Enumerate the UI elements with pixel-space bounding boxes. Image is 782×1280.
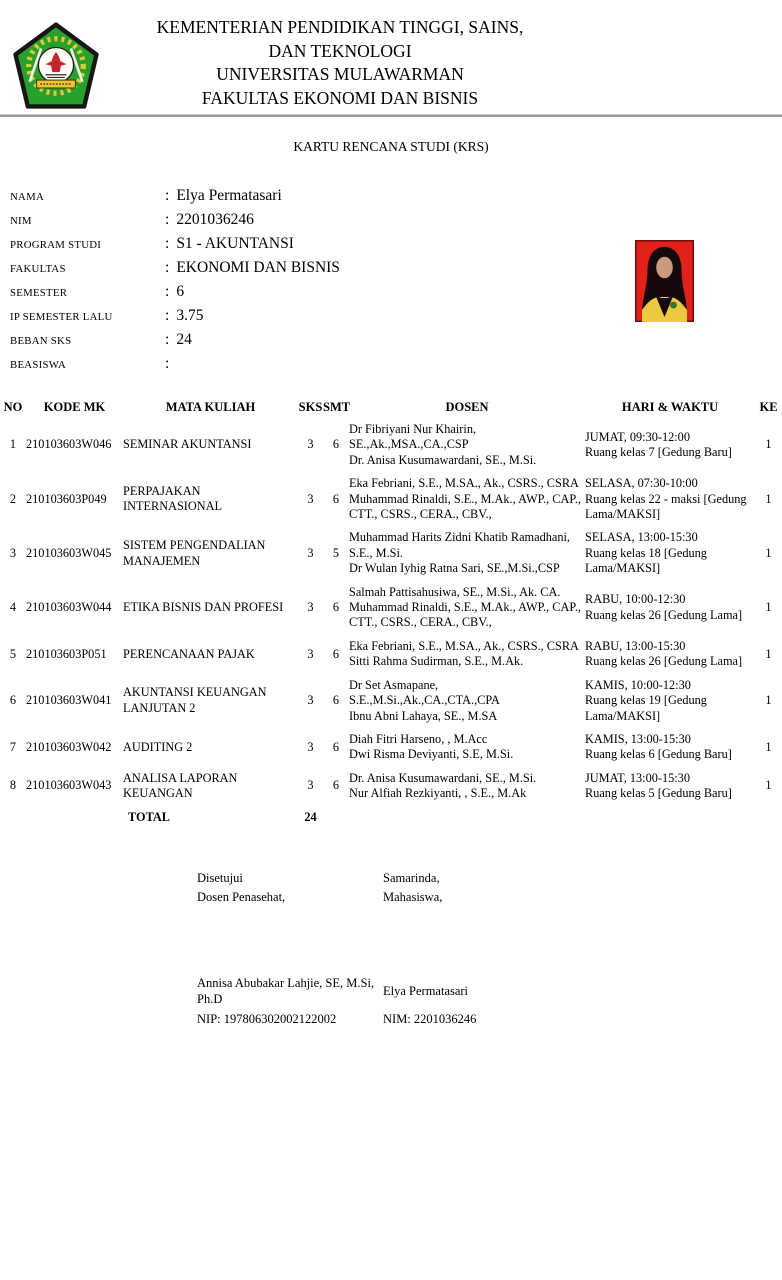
table-row xyxy=(0,581,782,635)
colon-separator: : xyxy=(165,187,170,204)
col-header-dosen: DOSEN xyxy=(445,400,489,414)
table-row xyxy=(0,728,782,767)
info-value: EKONOMI DAN BISNIS xyxy=(176,259,340,276)
cell-kelas: 1 xyxy=(765,778,772,793)
info-value: 3.75 xyxy=(176,307,204,324)
cell-no: 1 xyxy=(9,437,17,452)
col-header-hari-waktu: HARI & WAKTU xyxy=(621,400,719,414)
dosen-name: Ibnu Abni Lahaya, SE., M.SA xyxy=(349,708,498,723)
cell-hari-waktu xyxy=(585,526,755,580)
cell-smt: 6 xyxy=(332,693,340,708)
col-header-no: NO xyxy=(3,400,23,414)
dosen-name: Dr Set Asmapane, S.E.,M.Si.,Ak.,CA.,CTA.,CPA xyxy=(349,677,500,708)
schedule-day-time: KAMIS, 13:00-15:30 xyxy=(585,731,691,746)
schedule-room: Ruang kelas 18 [Gedung Lama/MAKSI] xyxy=(585,545,707,576)
table-row xyxy=(0,526,782,580)
cell-kode: 210103603W045 xyxy=(26,545,112,560)
schedule-room: Ruang kelas 7 [Gedung Baru] xyxy=(585,445,732,460)
cell-sks: 3 xyxy=(307,739,314,754)
total-label: TOTAL xyxy=(128,809,170,824)
document-title: KARTU RENCANA STUDI (KRS) xyxy=(293,139,489,154)
colon-separator: : xyxy=(165,331,170,348)
letterhead xyxy=(100,16,580,110)
table-header-row xyxy=(0,397,782,418)
schedule-room: Ruang kelas 26 [Gedung Lama] xyxy=(585,607,743,622)
colon-separator: : xyxy=(165,259,170,276)
col-header-sks: SKS xyxy=(298,400,323,414)
cell-dosen xyxy=(349,635,585,674)
schedule-day-time: JUMAT, 09:30-12:00 xyxy=(585,429,690,444)
cell-hari-waktu xyxy=(585,472,755,526)
cell-dosen xyxy=(349,674,585,728)
cell-sks: 3 xyxy=(307,545,314,560)
schedule-day-time: SELASA, 07:30-10:00 xyxy=(585,476,698,491)
info-row-fakultas xyxy=(10,259,620,283)
faculty-name: FAKULTAS EKONOMI DAN BISNIS xyxy=(201,87,479,108)
dosen-name: Eka Febriani, S.E., M.SA., Ak., CSRS., CSRA xyxy=(349,476,579,491)
city-label: Samarinda, xyxy=(383,871,440,885)
cell-dosen xyxy=(349,526,585,580)
info-label: SEMESTER xyxy=(10,287,68,299)
cell-kode: 210103603W041 xyxy=(26,693,112,708)
cell-kode: 210103603P051 xyxy=(26,646,107,661)
cell-dosen xyxy=(349,728,585,767)
student-nim: NIM: 2201036246 xyxy=(383,1012,477,1026)
table-row xyxy=(0,635,782,674)
colon-separator: : xyxy=(165,307,170,324)
cell-kelas: 1 xyxy=(765,646,772,661)
col-header-smt: SMT xyxy=(323,400,351,414)
schedule-day-time: RABU, 13:00-15:30 xyxy=(585,638,686,653)
dosen-name: Dr. Anisa Kusumawardani, SE., M.Si. xyxy=(349,452,537,467)
signature-section xyxy=(197,871,637,1041)
info-label: BEASISWA xyxy=(10,359,66,371)
total-sks: 24 xyxy=(304,809,317,824)
cell-sks: 3 xyxy=(307,600,314,615)
info-row-beban-sks xyxy=(10,331,620,355)
info-row-semester xyxy=(10,283,620,307)
table-row xyxy=(0,767,782,806)
advisor-name: Annisa Abubakar Lahjie, SE, M.Si, Ph.D xyxy=(197,976,375,1006)
table-row xyxy=(0,674,782,728)
cell-mata-kuliah: SEMINAR AKUNTANSI xyxy=(123,437,252,452)
dosen-name: Salmah Pattisahusiwa, SE., M.Si., Ak. CA. xyxy=(349,584,561,599)
cell-dosen xyxy=(349,767,585,806)
cell-smt: 6 xyxy=(332,437,340,452)
schedule-room: Ruang kelas 22 - maksi [Gedung Lama/MAKSI] xyxy=(585,491,747,522)
cell-no: 6 xyxy=(9,693,17,708)
cell-smt: 6 xyxy=(332,739,340,754)
info-value: 6 xyxy=(176,283,185,300)
dosen-name: Nur Alfiah Rezkiyanti, , S.E., M.Ak xyxy=(349,786,527,801)
student-role-label: Mahasiswa, xyxy=(383,890,443,904)
advisor-role-label: Dosen Penasehat, xyxy=(197,890,286,904)
dosen-name: Diah Fitri Harseno, , M.Acc xyxy=(349,731,488,746)
ministry-line-1: KEMENTERIAN PENDIDIKAN TINGGI, SAINS, xyxy=(156,17,524,37)
schedule-day-time: JUMAT, 13:00-15:30 xyxy=(585,770,690,785)
advisor-nip: NIP: 197806302002122002 xyxy=(197,1012,337,1026)
cell-dosen xyxy=(349,472,585,526)
cell-no: 7 xyxy=(9,739,17,754)
dosen-name: Sitti Rahma Sudirman, S.E., M.Ak. xyxy=(349,654,524,669)
cell-sks: 3 xyxy=(307,693,314,708)
university-logo-icon xyxy=(12,22,100,110)
cell-kode: 210103603W046 xyxy=(26,437,112,452)
info-row-nama xyxy=(10,187,620,211)
info-label: IP SEMESTER LALU xyxy=(10,311,113,323)
cell-mata-kuliah: AKUNTANSI KEUANGAN LANJUTAN 2 xyxy=(123,685,267,715)
header-divider xyxy=(0,114,782,117)
cell-mata-kuliah: AUDITING 2 xyxy=(123,739,193,754)
schedule-day-time: KAMIS, 10:00-12:30 xyxy=(585,677,691,692)
schedule-room: Ruang kelas 6 [Gedung Baru] xyxy=(585,747,732,762)
cell-mata-kuliah: PERPAJAKAN INTERNASIONAL xyxy=(123,483,223,514)
cell-no: 3 xyxy=(9,545,17,560)
schedule-day-time: RABU, 10:00-12:30 xyxy=(585,592,686,607)
cell-sks: 3 xyxy=(307,646,314,661)
cell-mata-kuliah: SISTEM PENGENDALIAN MANAJEMEN xyxy=(123,538,266,568)
info-label: BEBAN SKS xyxy=(10,335,72,347)
dosen-name: Muhammad Harits Zidni Khatib Ramadhani, S.E., M.Si. xyxy=(349,530,570,560)
cell-kelas: 1 xyxy=(765,491,772,506)
info-value: Elya Permatasari xyxy=(176,187,282,204)
student-info xyxy=(10,187,620,379)
schedule-room: Ruang kelas 5 [Gedung Baru] xyxy=(585,786,732,801)
info-label: NIM xyxy=(10,215,32,227)
cell-mata-kuliah: ANALISA LAPORAN KEUANGAN xyxy=(123,770,238,801)
cell-smt: 5 xyxy=(332,545,340,560)
cell-kelas: 1 xyxy=(765,739,772,754)
cell-kode: 210103603P049 xyxy=(26,491,107,506)
cell-kode: 210103603W043 xyxy=(26,778,112,793)
cell-kelas: 1 xyxy=(765,545,772,560)
table-total-row xyxy=(0,806,782,829)
student-signature-name: Elya Permatasari xyxy=(383,984,469,998)
student-photo xyxy=(635,240,694,322)
cell-kelas: 1 xyxy=(765,693,772,708)
table-row xyxy=(0,472,782,526)
cell-smt: 6 xyxy=(332,600,340,615)
cell-dosen xyxy=(349,418,585,472)
cell-smt: 6 xyxy=(332,646,340,661)
info-row-nim xyxy=(10,211,620,235)
info-row-program-studi xyxy=(10,235,620,259)
cell-no: 2 xyxy=(9,491,17,506)
dosen-name: Muhammad Rinaldi, S.E., M.Ak., AWP., CAP., CTT., CSRS., CERA., CBV., xyxy=(349,491,581,522)
cell-hari-waktu xyxy=(585,674,755,728)
dosen-name: Muhammad Rinaldi, S.E., M.Ak., AWP., CAP., CTT., CSRS., CERA., CBV., xyxy=(349,600,581,630)
cell-sks: 3 xyxy=(307,491,314,506)
cell-kelas: 1 xyxy=(765,600,772,615)
dosen-name: Eka Febriani, S.E., M.SA., Ak., CSRS., CSRA xyxy=(349,638,579,653)
dosen-name: Dr Wulan Iyhig Ratna Sari, SE.,M.Si.,CSP xyxy=(349,561,560,576)
university-name: UNIVERSITAS MULAWARMAN xyxy=(216,64,464,84)
info-label: PROGRAM STUDI xyxy=(10,239,102,251)
info-value: 24 xyxy=(176,331,192,348)
info-label: FAKULTAS xyxy=(10,263,66,275)
col-header-mata-kuliah: MATA KULIAH xyxy=(165,400,256,414)
cell-no: 5 xyxy=(9,646,17,661)
cell-hari-waktu xyxy=(585,767,755,806)
cell-no: 8 xyxy=(9,778,17,793)
colon-separator: : xyxy=(165,355,170,372)
schedule-room: Ruang kelas 26 [Gedung Lama] xyxy=(585,654,743,669)
info-value: S1 - AKUNTANSI xyxy=(176,235,294,252)
cell-mata-kuliah: ETIKA BISNIS DAN PROFESI xyxy=(123,600,284,615)
cell-kode: 210103603W042 xyxy=(26,739,112,754)
dosen-name: Dr. Anisa Kusumawardani, SE., M.Si. xyxy=(349,770,537,785)
schedule-room: Ruang kelas 19 [Gedung Lama/MAKSI] xyxy=(585,693,707,723)
dosen-name: Dr Fibriyani Nur Khairin, SE.,Ak.,MSA.,CA.,CSP xyxy=(349,422,477,452)
colon-separator: : xyxy=(165,235,170,252)
course-table xyxy=(0,397,782,829)
schedule-day-time: SELASA, 13:00-15:30 xyxy=(585,530,698,545)
cell-hari-waktu xyxy=(585,581,755,635)
info-value: 2201036246 xyxy=(176,211,254,228)
cell-sks: 3 xyxy=(307,437,314,452)
dosen-name: Dwi Risma Deviyanti, S.E, M.Si. xyxy=(349,747,514,762)
cell-no: 4 xyxy=(9,600,17,615)
cell-sks: 3 xyxy=(307,778,314,793)
info-row-ip-semester-lalu xyxy=(10,307,620,331)
approval-label: Disetujui xyxy=(197,871,243,885)
cell-dosen xyxy=(349,581,585,635)
cell-hari-waktu xyxy=(585,728,755,767)
col-header-kode-mk: KODE MK xyxy=(43,400,106,414)
cell-kelas: 1 xyxy=(765,437,772,452)
cell-smt: 6 xyxy=(332,491,340,506)
cell-smt: 6 xyxy=(332,778,340,793)
cell-hari-waktu xyxy=(585,635,755,674)
cell-mata-kuliah: PERENCANAAN PAJAK xyxy=(123,646,255,661)
info-label: NAMA xyxy=(10,191,44,203)
cell-hari-waktu xyxy=(585,418,755,472)
cell-kode: 210103603W044 xyxy=(26,600,112,615)
col-header-kelas: KE xyxy=(759,400,778,414)
colon-separator: : xyxy=(165,283,170,300)
table-row xyxy=(0,418,782,472)
ministry-line-2: DAN TEKNOLOGI xyxy=(268,40,412,61)
info-row-beasiswa xyxy=(10,355,620,379)
colon-separator: : xyxy=(165,211,170,228)
